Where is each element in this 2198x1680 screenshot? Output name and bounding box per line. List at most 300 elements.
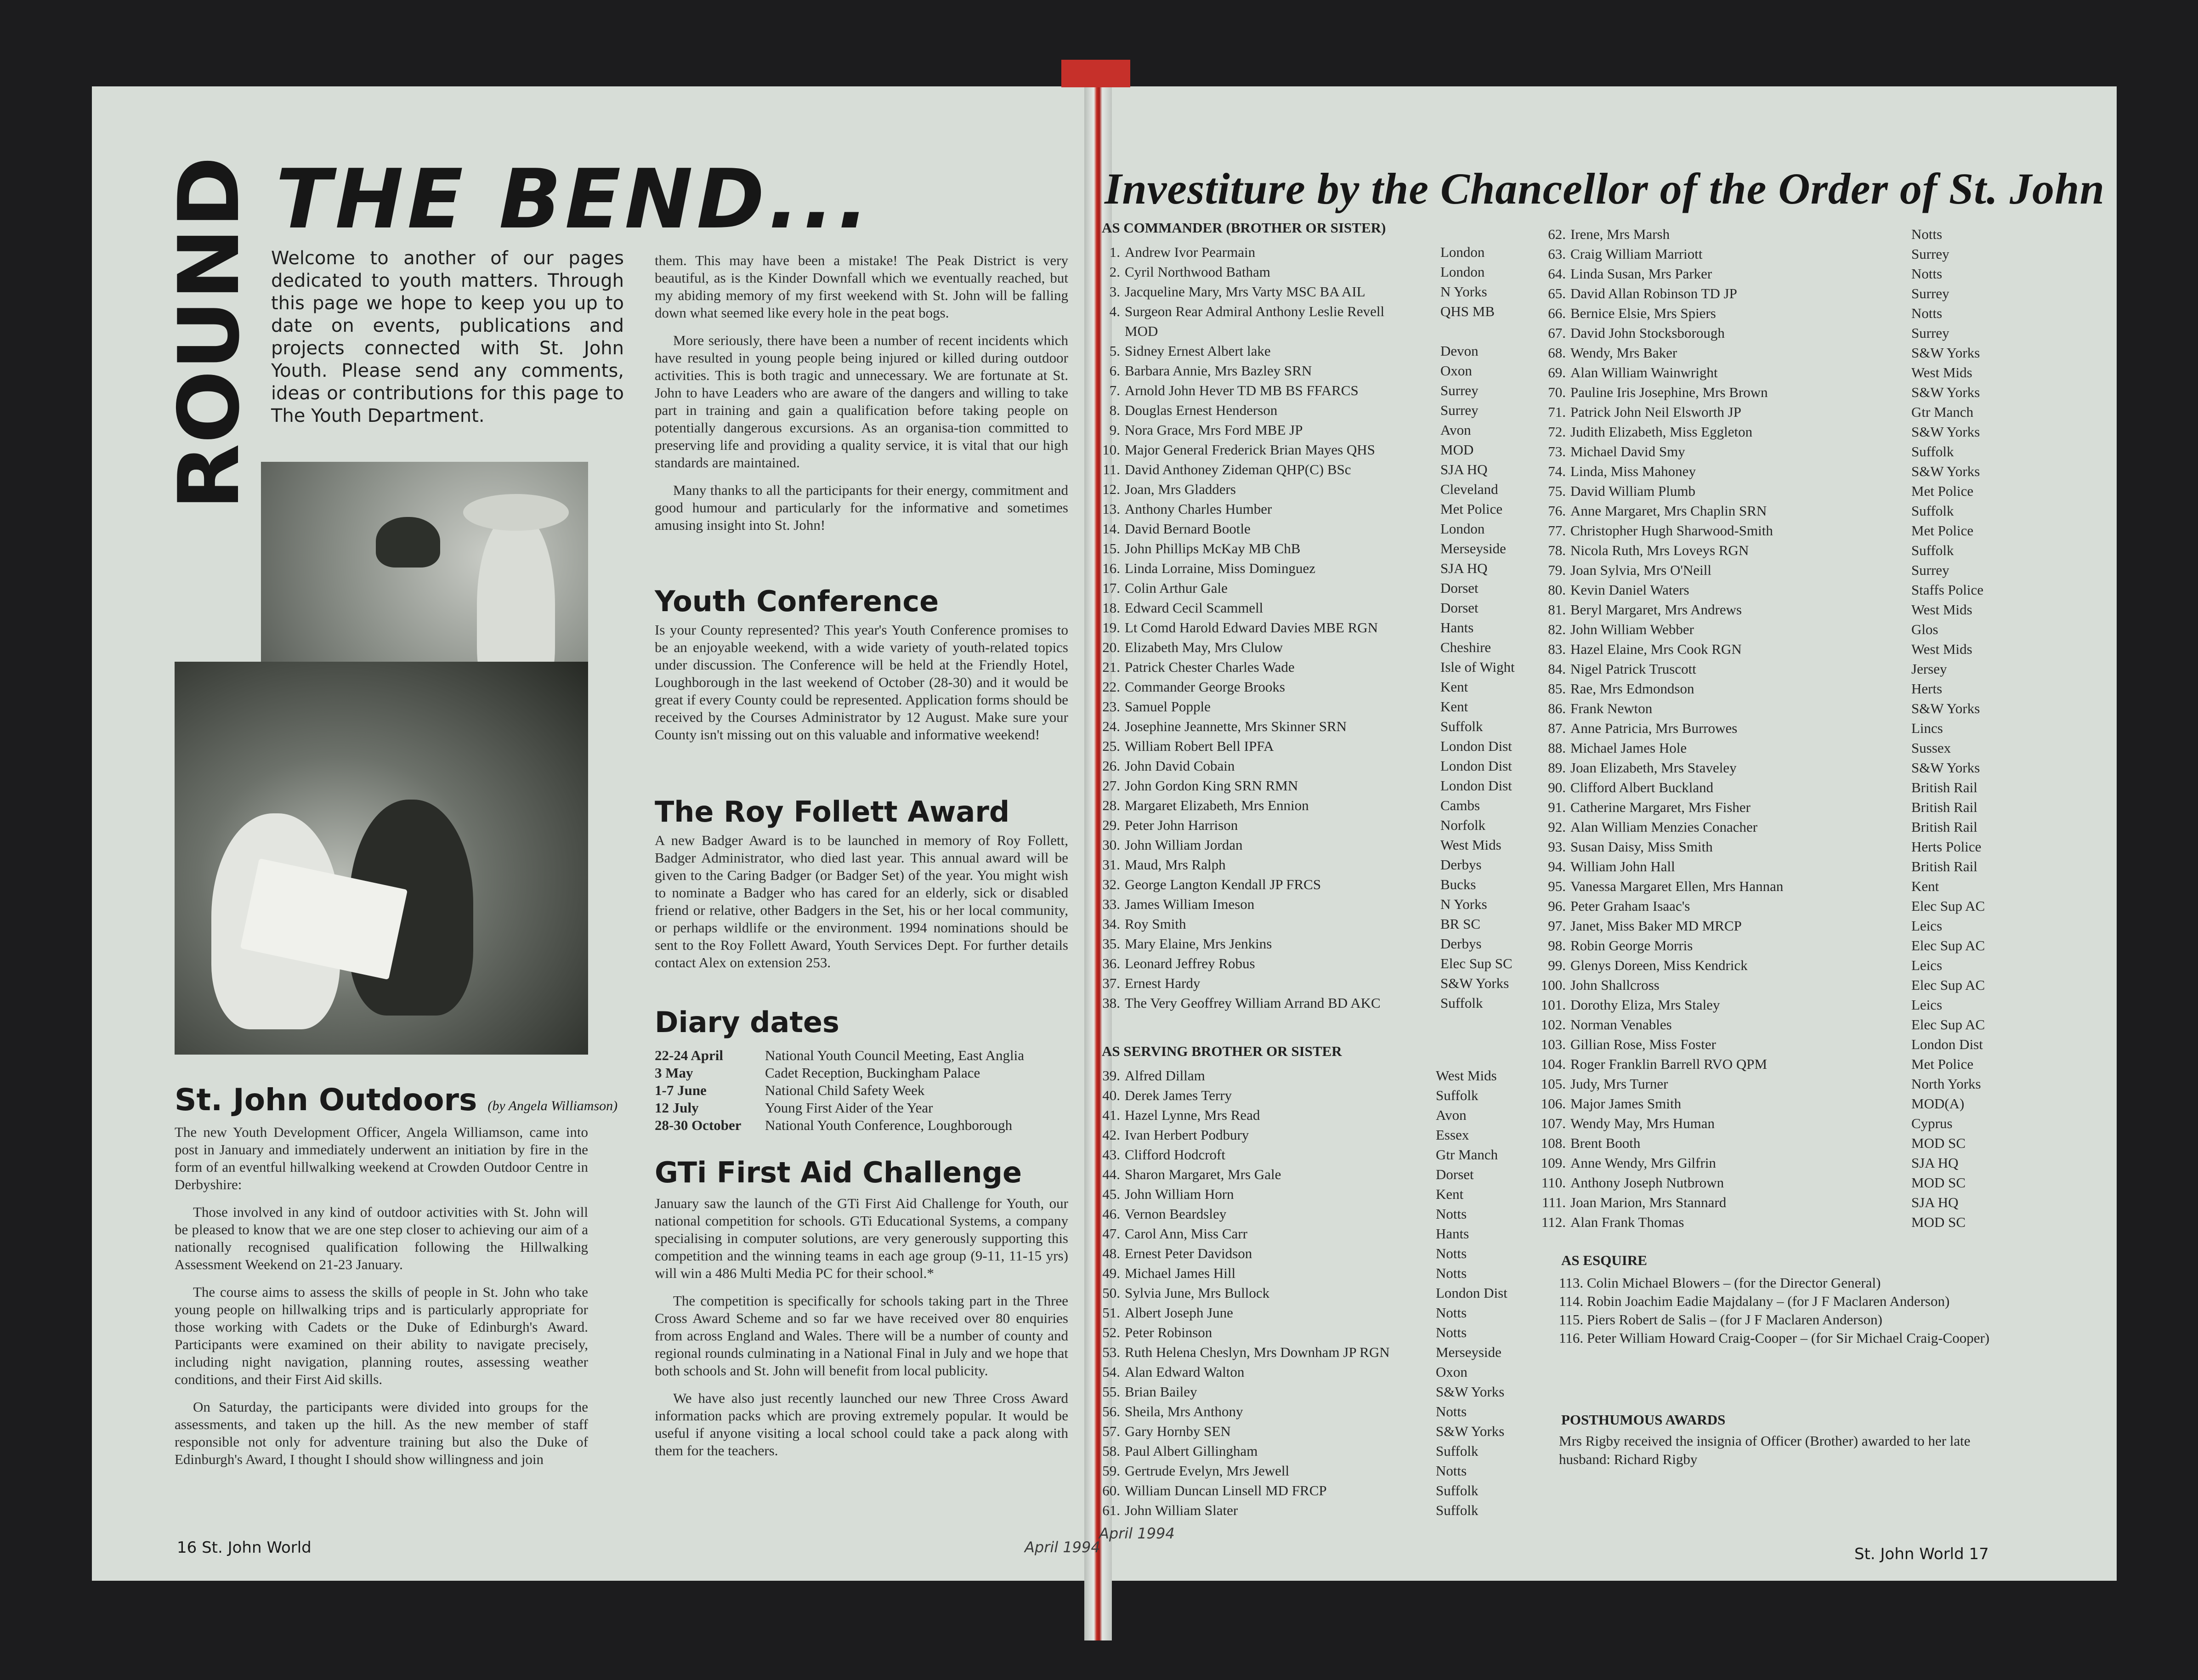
diary-date: 12 July: [655, 1100, 699, 1116]
item-number: 41.: [1102, 1107, 1120, 1123]
diary-heading: Diary dates: [655, 1005, 839, 1039]
recipient-name: Glenys Doreen, Miss Kendrick: [1570, 957, 1748, 973]
recipient-name: John William Horn: [1125, 1186, 1234, 1202]
recipient-region: North Yorks: [1911, 1076, 1981, 1092]
list-item: [1539, 876, 1783, 896]
recipient-name: Alfred Dillam: [1125, 1067, 1205, 1084]
recipient-region: Leics: [1911, 957, 1943, 973]
list-item: [1093, 1362, 1390, 1382]
recipient-name: Margaret Elizabeth, Mrs Ennion: [1125, 797, 1309, 813]
recipient-region: MOD SC: [1911, 1135, 1966, 1151]
item-number: 32.: [1102, 876, 1120, 892]
item-number: 50.: [1102, 1285, 1120, 1301]
recipient-name: Jacqueline Mary, Mrs Varty MSC BA AIL: [1125, 284, 1365, 300]
list-item: [1093, 321, 1384, 341]
page-title: THE BEND...: [276, 152, 872, 247]
recipient-name: Beryl Margaret, Mrs Andrews: [1570, 602, 1742, 618]
recipient-name: Rae, Mrs Edmondson: [1570, 681, 1694, 697]
recipient-name: Joan Sylvia, Mrs O'Neill: [1570, 562, 1711, 578]
recipient-name: Michael James Hill: [1125, 1265, 1236, 1281]
item-number: 99.: [1548, 957, 1566, 973]
recipient-region: Met Police: [1911, 522, 1974, 539]
recipient-name: Samuel Popple: [1125, 698, 1211, 715]
commander-list: [1093, 242, 1515, 1013]
item-number: 86.: [1548, 700, 1566, 716]
list-item: [1093, 637, 1384, 657]
recipient-name: John David Cobain: [1125, 758, 1235, 774]
item-number: 16.: [1102, 560, 1120, 576]
item-number: 67.: [1548, 325, 1566, 341]
page-folio-right: St. John World 17: [1854, 1545, 1989, 1563]
recipient-region: Lincs: [1911, 720, 1943, 736]
paragraph: The course aims to assess the skills of people in St. John who take young people on hillwalking trips and is particularly appropriate for those working with Cadets or the Duke of Edinburgh's Award. Participants were examined on their ability to navigate precisely, including night navigation, planning routes, assessing weather conditions, and their First Aid skills.: [175, 1284, 588, 1387]
item-number: 7.: [1109, 382, 1120, 398]
recipient-name: Brian Bailey: [1125, 1384, 1197, 1400]
list-item: [1093, 1243, 1390, 1263]
item-number: 101.: [1541, 997, 1566, 1013]
item-number: 71.: [1548, 404, 1566, 420]
list-item: [1093, 479, 1384, 499]
list-item: [1093, 380, 1384, 400]
recipient-region: British Rail: [1911, 819, 1977, 835]
recipient-name: Arnold John Hever TD MB BS FFARCS: [1125, 382, 1359, 398]
esquire-list: [1559, 1274, 2018, 1347]
item-number: 91.: [1548, 799, 1566, 815]
recipient-region: Cyprus: [1911, 1115, 1953, 1131]
paragraph: Many thanks to all the participants for their energy, commitment and good humour and particularly for the informative and sometimes amusing insight into St. John!: [655, 482, 1068, 533]
recipient-name: Gillian Rose, Miss Foster: [1570, 1036, 1716, 1052]
list-item: [1093, 874, 1384, 894]
list-item: [1093, 1085, 1390, 1105]
recipient-region: BR SC: [1440, 916, 1481, 932]
list-item: [1539, 1192, 1783, 1212]
item-number: 79.: [1548, 562, 1566, 578]
recipient-name: Michael James Hole: [1570, 740, 1687, 756]
recipient-name: Patrick John Neil Elsworth JP: [1570, 404, 1741, 420]
list-item: [1539, 1015, 1783, 1034]
recipient-name: Anthony Charles Humber: [1125, 501, 1272, 517]
list-item: [1539, 402, 1783, 422]
list-item: [1539, 264, 1783, 284]
list-item: [1093, 993, 1384, 1013]
list-item: [1093, 460, 1384, 479]
item-number: 14.: [1102, 521, 1120, 537]
recipient-region: Kent: [1436, 1186, 1464, 1202]
recipient-name: Anne Margaret, Mrs Chaplin SRN: [1570, 503, 1767, 519]
recipient-region: Herts Police: [1911, 839, 1982, 855]
recipient-name: Hazel Elaine, Mrs Cook RGN: [1570, 641, 1742, 657]
recipient-region: Surrey: [1911, 562, 1949, 578]
recipient-name: Major General Frederick Brian Mayes QHS: [1125, 442, 1375, 458]
item-number: 108.: [1541, 1135, 1566, 1151]
recipient-region: S&W Yorks: [1436, 1384, 1505, 1400]
item-number: 28.: [1102, 797, 1120, 813]
list-item: [1093, 440, 1384, 460]
recipient-name: Patrick Chester Charles Wade: [1125, 659, 1295, 675]
recipient-region: London: [1440, 521, 1485, 537]
diary-row: [655, 1064, 1064, 1082]
recipient-name: Frank Newton: [1570, 700, 1653, 716]
list-item: [1539, 955, 1783, 975]
recipient-name: John Gordon King SRN RMN: [1125, 778, 1298, 794]
recipient-name: Josephine Jeannette, Mrs Skinner SRN: [1125, 718, 1347, 734]
list-item: 115. Piers Robert de Salis – (for J F Maclaren Anderson): [1559, 1311, 1882, 1328]
recipient-name: Craig William Marriott: [1570, 246, 1703, 262]
item-number: 6.: [1109, 363, 1120, 379]
item-number: 2.: [1109, 264, 1120, 280]
list-item: [1093, 1303, 1390, 1322]
recipient-name: Linda, Miss Mahoney: [1570, 463, 1696, 479]
recipient-region: S&W Yorks: [1911, 345, 1980, 361]
item-number: 33.: [1102, 896, 1120, 912]
diary-event: Young First Aider of the Year: [765, 1100, 933, 1116]
recipient-region: Suffolk: [1911, 503, 1954, 519]
recipient-region: Suffolk: [1436, 1087, 1479, 1103]
item-number: 10.: [1102, 442, 1120, 458]
gti-article: [655, 1195, 1068, 1470]
recipient-name: Vanessa Margaret Ellen, Mrs Hannan: [1570, 878, 1784, 894]
recipient-region: Surrey: [1911, 246, 1949, 262]
recipient-name: Peter John Harrison: [1125, 817, 1238, 833]
list-item: [1093, 598, 1384, 618]
paragraph: Is your County represented? This year's Youth Conference promises to be an enjoyable weekend, with a wide variety of youth-related topics under discussion. The Conference will be held at the Friendly Hotel, Loughborough in the last weekend of October (28-30) and it would be great if every County could be represented. Application forms should be received by the Courses Administrator by 12 August. Make sure your County isn't missing out on this valuable and informative weekend!: [655, 622, 1068, 743]
intro-text: Welcome to another of our pages dedicated to youth matters. Through this page we hope to keep you up to date on events, publications and projects connected with St. John Youth. Please send any comments, ideas or contributions for this page to The Youth Department.: [271, 248, 624, 426]
recipient-region: London Dist: [1440, 778, 1512, 794]
list-item: [1093, 539, 1384, 558]
list-item: [1093, 776, 1384, 795]
recipient-name: David Allan Robinson TD JP: [1570, 285, 1737, 301]
recipient-region: Elec Sup AC: [1911, 937, 1985, 954]
esquire-heading: AS ESQUIRE: [1561, 1252, 1647, 1268]
recipient-region: Notts: [1436, 1245, 1467, 1261]
item-number: 89.: [1548, 760, 1566, 776]
list-item: [1539, 1113, 1783, 1133]
recipient-region: Derbys: [1440, 857, 1482, 873]
item-number: 69.: [1548, 364, 1566, 380]
list-item: [1093, 1283, 1390, 1303]
item-number: 78.: [1548, 542, 1566, 558]
item-number: 65.: [1548, 285, 1566, 301]
item-number: 97.: [1548, 918, 1566, 934]
recipient-name: Michael David Smy: [1570, 443, 1685, 460]
recipient-name: Kevin Daniel Waters: [1570, 582, 1689, 598]
recipient-region: Gtr Manch: [1436, 1146, 1498, 1163]
item-number: 61.: [1102, 1502, 1120, 1518]
item-number: 37.: [1102, 975, 1120, 991]
recipient-name: The Very Geoffrey William Arrand BD AKC: [1125, 995, 1381, 1011]
list-item: [1093, 1263, 1390, 1283]
recipient-name: John William Slater: [1125, 1502, 1238, 1518]
item-number: 24.: [1102, 718, 1120, 734]
list-item: [1093, 242, 1384, 262]
list-item: [1539, 521, 1783, 540]
item-number: 77.: [1548, 522, 1566, 539]
list-item: [1093, 657, 1384, 677]
list-item: [1093, 934, 1384, 954]
item-number: 96.: [1548, 898, 1566, 914]
diary-event: National Youth Conference, Loughborough: [765, 1117, 1013, 1133]
recipient-name: William John Hall: [1570, 858, 1675, 874]
recipient-region: Surrey: [1911, 285, 1949, 301]
recipient-region: Kent: [1911, 878, 1939, 894]
recipient-name: Douglas Ernest Henderson: [1125, 402, 1278, 418]
list-item: [1539, 303, 1783, 323]
item-number: 63.: [1548, 246, 1566, 262]
recipient-name: John Shallcross: [1570, 977, 1660, 993]
recipient-region: London Dist: [1436, 1285, 1507, 1301]
item-number: 54.: [1102, 1364, 1120, 1380]
recipient-region: British Rail: [1911, 858, 1977, 874]
recipient-region: Essex: [1436, 1127, 1469, 1143]
recipient-region: London Dist: [1440, 738, 1512, 754]
item-number: 39.: [1102, 1067, 1120, 1084]
recipient-region: Suffolk: [1436, 1482, 1479, 1498]
recipient-name: Alan Frank Thomas: [1570, 1214, 1684, 1230]
recipient-name: Sharon Margaret, Mrs Gale: [1125, 1166, 1281, 1182]
item-number: 15.: [1102, 540, 1120, 556]
diary-date: 28-30 October: [655, 1117, 742, 1133]
recipient-name: Linda Lorraine, Miss Dominguez: [1125, 560, 1315, 576]
recipient-name: Catherine Margaret, Mrs Fisher: [1570, 799, 1750, 815]
list-item: [1539, 916, 1783, 936]
item-number: 36.: [1102, 955, 1120, 971]
item-number: 102.: [1541, 1016, 1566, 1033]
recipient-name: Elizabeth May, Mrs Clulow: [1125, 639, 1283, 655]
recipient-region: Dorset: [1436, 1166, 1474, 1182]
list-item: [1093, 341, 1384, 361]
item-number: 110.: [1541, 1175, 1566, 1191]
list-item: [1093, 1145, 1390, 1164]
recipient-region: Notts: [1911, 266, 1943, 282]
item-number: 104.: [1541, 1056, 1566, 1072]
recipient-region: MOD: [1440, 442, 1474, 458]
item-number: 49.: [1102, 1265, 1120, 1281]
recipient-name: MOD: [1125, 323, 1158, 339]
diary-row: [655, 1082, 1064, 1099]
recipient-region: British Rail: [1911, 779, 1977, 795]
recipient-name: William Duncan Linsell MD FRCP: [1125, 1482, 1327, 1498]
recipient-name: David William Plumb: [1570, 483, 1696, 499]
list-item: [1093, 578, 1384, 598]
item-number: 105.: [1541, 1076, 1566, 1092]
list-item: [1093, 1481, 1390, 1500]
list-item: [1093, 914, 1384, 934]
list-item: [1093, 756, 1384, 776]
item-number: 62.: [1548, 226, 1566, 242]
recipient-name: John William Webber: [1570, 621, 1694, 637]
list-item: [1539, 284, 1783, 303]
diary-row: [655, 1099, 1064, 1117]
recipient-name: Bernice Elsie, Mrs Spiers: [1570, 305, 1716, 321]
list-item: [1539, 679, 1783, 698]
diary-event: Cadet Reception, Buckingham Palace: [765, 1065, 980, 1081]
recipient-name: Gertrude Evelyn, Mrs Jewell: [1125, 1463, 1290, 1479]
recipient-name: John William Jordan: [1125, 837, 1243, 853]
recipient-region: West Mids: [1911, 641, 1972, 657]
recipient-name: Peter Robinson: [1125, 1324, 1212, 1340]
item-number: 25.: [1102, 738, 1120, 754]
recipient-region: Merseyside: [1436, 1344, 1501, 1360]
list-item: [1539, 1054, 1783, 1074]
item-number: 94.: [1548, 858, 1566, 874]
list-item: [1093, 558, 1384, 578]
recipient-region: S&W Yorks: [1440, 975, 1509, 991]
recipient-name: Nicola Ruth, Mrs Loveys RGN: [1570, 542, 1749, 558]
list-item: [1539, 224, 1783, 244]
recipient-name: Ivan Herbert Podbury: [1125, 1127, 1249, 1143]
recipient-name: Alan Edward Walton: [1125, 1364, 1245, 1380]
posthumous-text: Mrs Rigby received the insignia of Officer (Brother) awarded to her late husband: Richard Rigby: [1559, 1433, 1971, 1467]
item-number: 12.: [1102, 481, 1120, 497]
list-item: [1093, 400, 1384, 420]
serving-list: [1093, 1066, 1507, 1520]
recipient-region: Hants: [1440, 619, 1474, 636]
recipient-region: Notts: [1436, 1324, 1467, 1340]
item-number: 13.: [1102, 501, 1120, 517]
recipient-name: Barbara Annie, Mrs Bazley SRN: [1125, 363, 1312, 379]
recipient-region: Bucks: [1440, 876, 1476, 892]
item-number: 5.: [1109, 343, 1120, 359]
recipient-region: Oxon: [1436, 1364, 1467, 1380]
list-item: [1093, 973, 1384, 993]
recipient-region: MOD SC: [1911, 1175, 1966, 1191]
recipient-region: Devon: [1440, 343, 1479, 359]
serving-heading: AS SERVING BROTHER OR SISTER: [1102, 1043, 1342, 1059]
recipient-region: Suffolk: [1436, 1443, 1479, 1459]
list-item: 116. Peter William Howard Craig-Cooper – (for Sir Michael Craig-Cooper): [1559, 1330, 1990, 1346]
recipient-region: Herts: [1911, 681, 1943, 697]
recipient-name: Major James Smith: [1570, 1095, 1682, 1112]
recipient-name: Peter Graham Isaac's: [1570, 898, 1690, 914]
recipient-region: Notts: [1436, 1206, 1467, 1222]
recipient-region: Oxon: [1440, 363, 1472, 379]
item-number: 53.: [1102, 1344, 1120, 1360]
recipient-region: N Yorks: [1440, 896, 1487, 912]
list-item: [1539, 1173, 1783, 1192]
list-item: [1093, 1421, 1390, 1441]
list-item: [1093, 1184, 1390, 1204]
list-item: [1093, 1441, 1390, 1461]
recipient-name: William Robert Bell IPFA: [1125, 738, 1274, 754]
serving-list-continued: [1539, 224, 1985, 1232]
svg-text:ROUND: ROUND: [160, 167, 258, 510]
item-number: 19.: [1102, 619, 1120, 636]
recipient-region: Cambs: [1440, 797, 1480, 813]
byline: (by Angela Williamson): [487, 1098, 618, 1113]
recipient-name: David Anthoney Zideman QHP(C) BSc: [1125, 461, 1351, 477]
recipient-name: Nora Grace, Mrs Ford MBE JP: [1125, 422, 1303, 438]
list-item: [1539, 758, 1783, 778]
recipient-region: Kent: [1440, 698, 1468, 715]
list-item: [1539, 639, 1783, 659]
item-number: 75.: [1548, 483, 1566, 499]
list-item: [1093, 716, 1384, 736]
recipient-name: Clifford Hodcroft: [1125, 1146, 1225, 1163]
recipient-region: Met Police: [1440, 501, 1503, 517]
recipient-name: Surgeon Rear Admiral Anthony Leslie Revell: [1125, 303, 1385, 319]
list-item: [1539, 1094, 1783, 1113]
list-item: [1093, 1066, 1390, 1085]
outdoors-article: [175, 1124, 588, 1478]
recipient-region: QHS MB: [1440, 303, 1495, 319]
recipient-name: John Phillips McKay MB ChB: [1125, 540, 1301, 556]
item-number: 84.: [1548, 661, 1566, 677]
recipient-region: N Yorks: [1440, 284, 1487, 300]
list-item: [1539, 600, 1783, 619]
recipient-region: MOD SC: [1911, 1214, 1966, 1230]
recipient-name: Hazel Lynne, Mrs Read: [1125, 1107, 1260, 1123]
list-item: [1539, 422, 1783, 442]
item-number: 95.: [1548, 878, 1566, 894]
recipient-name: Derek James Terry: [1125, 1087, 1232, 1103]
recipient-region: SJA HQ: [1440, 560, 1488, 576]
paragraph: A new Badger Award is to be launched in memory of Roy Follett, Badger Administrator, who died last year. This annual award will be given to the Caring Badger (or Badger Set) of the year. You might wish to nominate a Badger who has cared for an elderly, sick or disabled friend or relative, other Badgers in the Set, his or her local community, or perhaps wildlife or the environment. 1994 nominations should be sent to the Roy Follett Award, Youth Services Dept. For further details contact Alex on extension 253.: [655, 832, 1068, 971]
list-item: [1539, 363, 1783, 382]
item-number: 59.: [1102, 1463, 1120, 1479]
paragraph: them. This may have been a mistake! The Peak District is very beautiful, as is the Kinder Downfall which we eventually reached, but my abiding memory of my first weekend with St. John will be falling down what seemed like every hole in the peat bogs.: [655, 252, 1068, 321]
list-item: [1539, 323, 1783, 343]
recipient-name: Christopher Hugh Sharwood-Smith: [1570, 522, 1773, 539]
list-item: [1093, 262, 1384, 282]
recipient-name: Andrew Ivor Pearmain: [1125, 244, 1256, 260]
outdoors-continued: [655, 252, 1068, 544]
diary-event: National Youth Council Meeting, East Anglia: [765, 1047, 1024, 1063]
item-number: 68.: [1548, 345, 1566, 361]
recipient-region: S&W Yorks: [1911, 424, 1980, 440]
recipient-region: West Mids: [1911, 602, 1972, 618]
recipient-region: Hants: [1436, 1226, 1469, 1242]
list-item: [1093, 835, 1384, 855]
recipient-region: London: [1440, 264, 1485, 280]
list-item: [1093, 954, 1384, 973]
list-item: [1539, 817, 1783, 837]
list-item: [1539, 738, 1783, 758]
recipient-region: S&W Yorks: [1436, 1423, 1505, 1439]
recipient-region: Leics: [1911, 918, 1943, 934]
list-item: [1093, 855, 1384, 874]
recipient-region: London Dist: [1440, 758, 1512, 774]
item-number: 90.: [1548, 779, 1566, 795]
list-item: [1093, 618, 1384, 637]
list-item: [1093, 736, 1384, 756]
item-number: 43.: [1102, 1146, 1120, 1163]
list-item: [1539, 778, 1783, 797]
item-number: 4.: [1109, 303, 1120, 319]
list-item: [1093, 361, 1384, 380]
recipient-region: Elec Sup AC: [1911, 898, 1985, 914]
item-number: 52.: [1102, 1324, 1120, 1340]
item-number: 56.: [1102, 1403, 1120, 1419]
recipient-name: Albert Joseph June: [1125, 1305, 1233, 1321]
item-number: 44.: [1102, 1166, 1120, 1182]
recipient-name: Nigel Patrick Truscott: [1570, 661, 1696, 677]
recipient-name: Commander George Brooks: [1125, 679, 1285, 695]
recipient-name: Wendy May, Mrs Human: [1570, 1115, 1715, 1131]
item-number: 66.: [1548, 305, 1566, 321]
recipient-region: Suffolk: [1911, 443, 1954, 460]
recipient-region: Dorset: [1440, 580, 1479, 596]
recipient-region: Surrey: [1911, 325, 1949, 341]
recipient-name: Brent Booth: [1570, 1135, 1641, 1151]
item-number: 106.: [1541, 1095, 1566, 1112]
list-item: [1539, 718, 1783, 738]
list-item: [1093, 1105, 1390, 1125]
recipient-name: James William Imeson: [1125, 896, 1255, 912]
paragraph: The new Youth Development Officer, Angela Williamson, came into post in January and immediately underwent an initiation by fire in the form of an eventful hillwalking weekend at Crowden Outdoor Centre in Derbyshire:: [175, 1124, 588, 1192]
recipient-region: Merseyside: [1440, 540, 1506, 556]
item-number: 48.: [1102, 1245, 1120, 1261]
recipient-region: Suffolk: [1436, 1502, 1479, 1518]
